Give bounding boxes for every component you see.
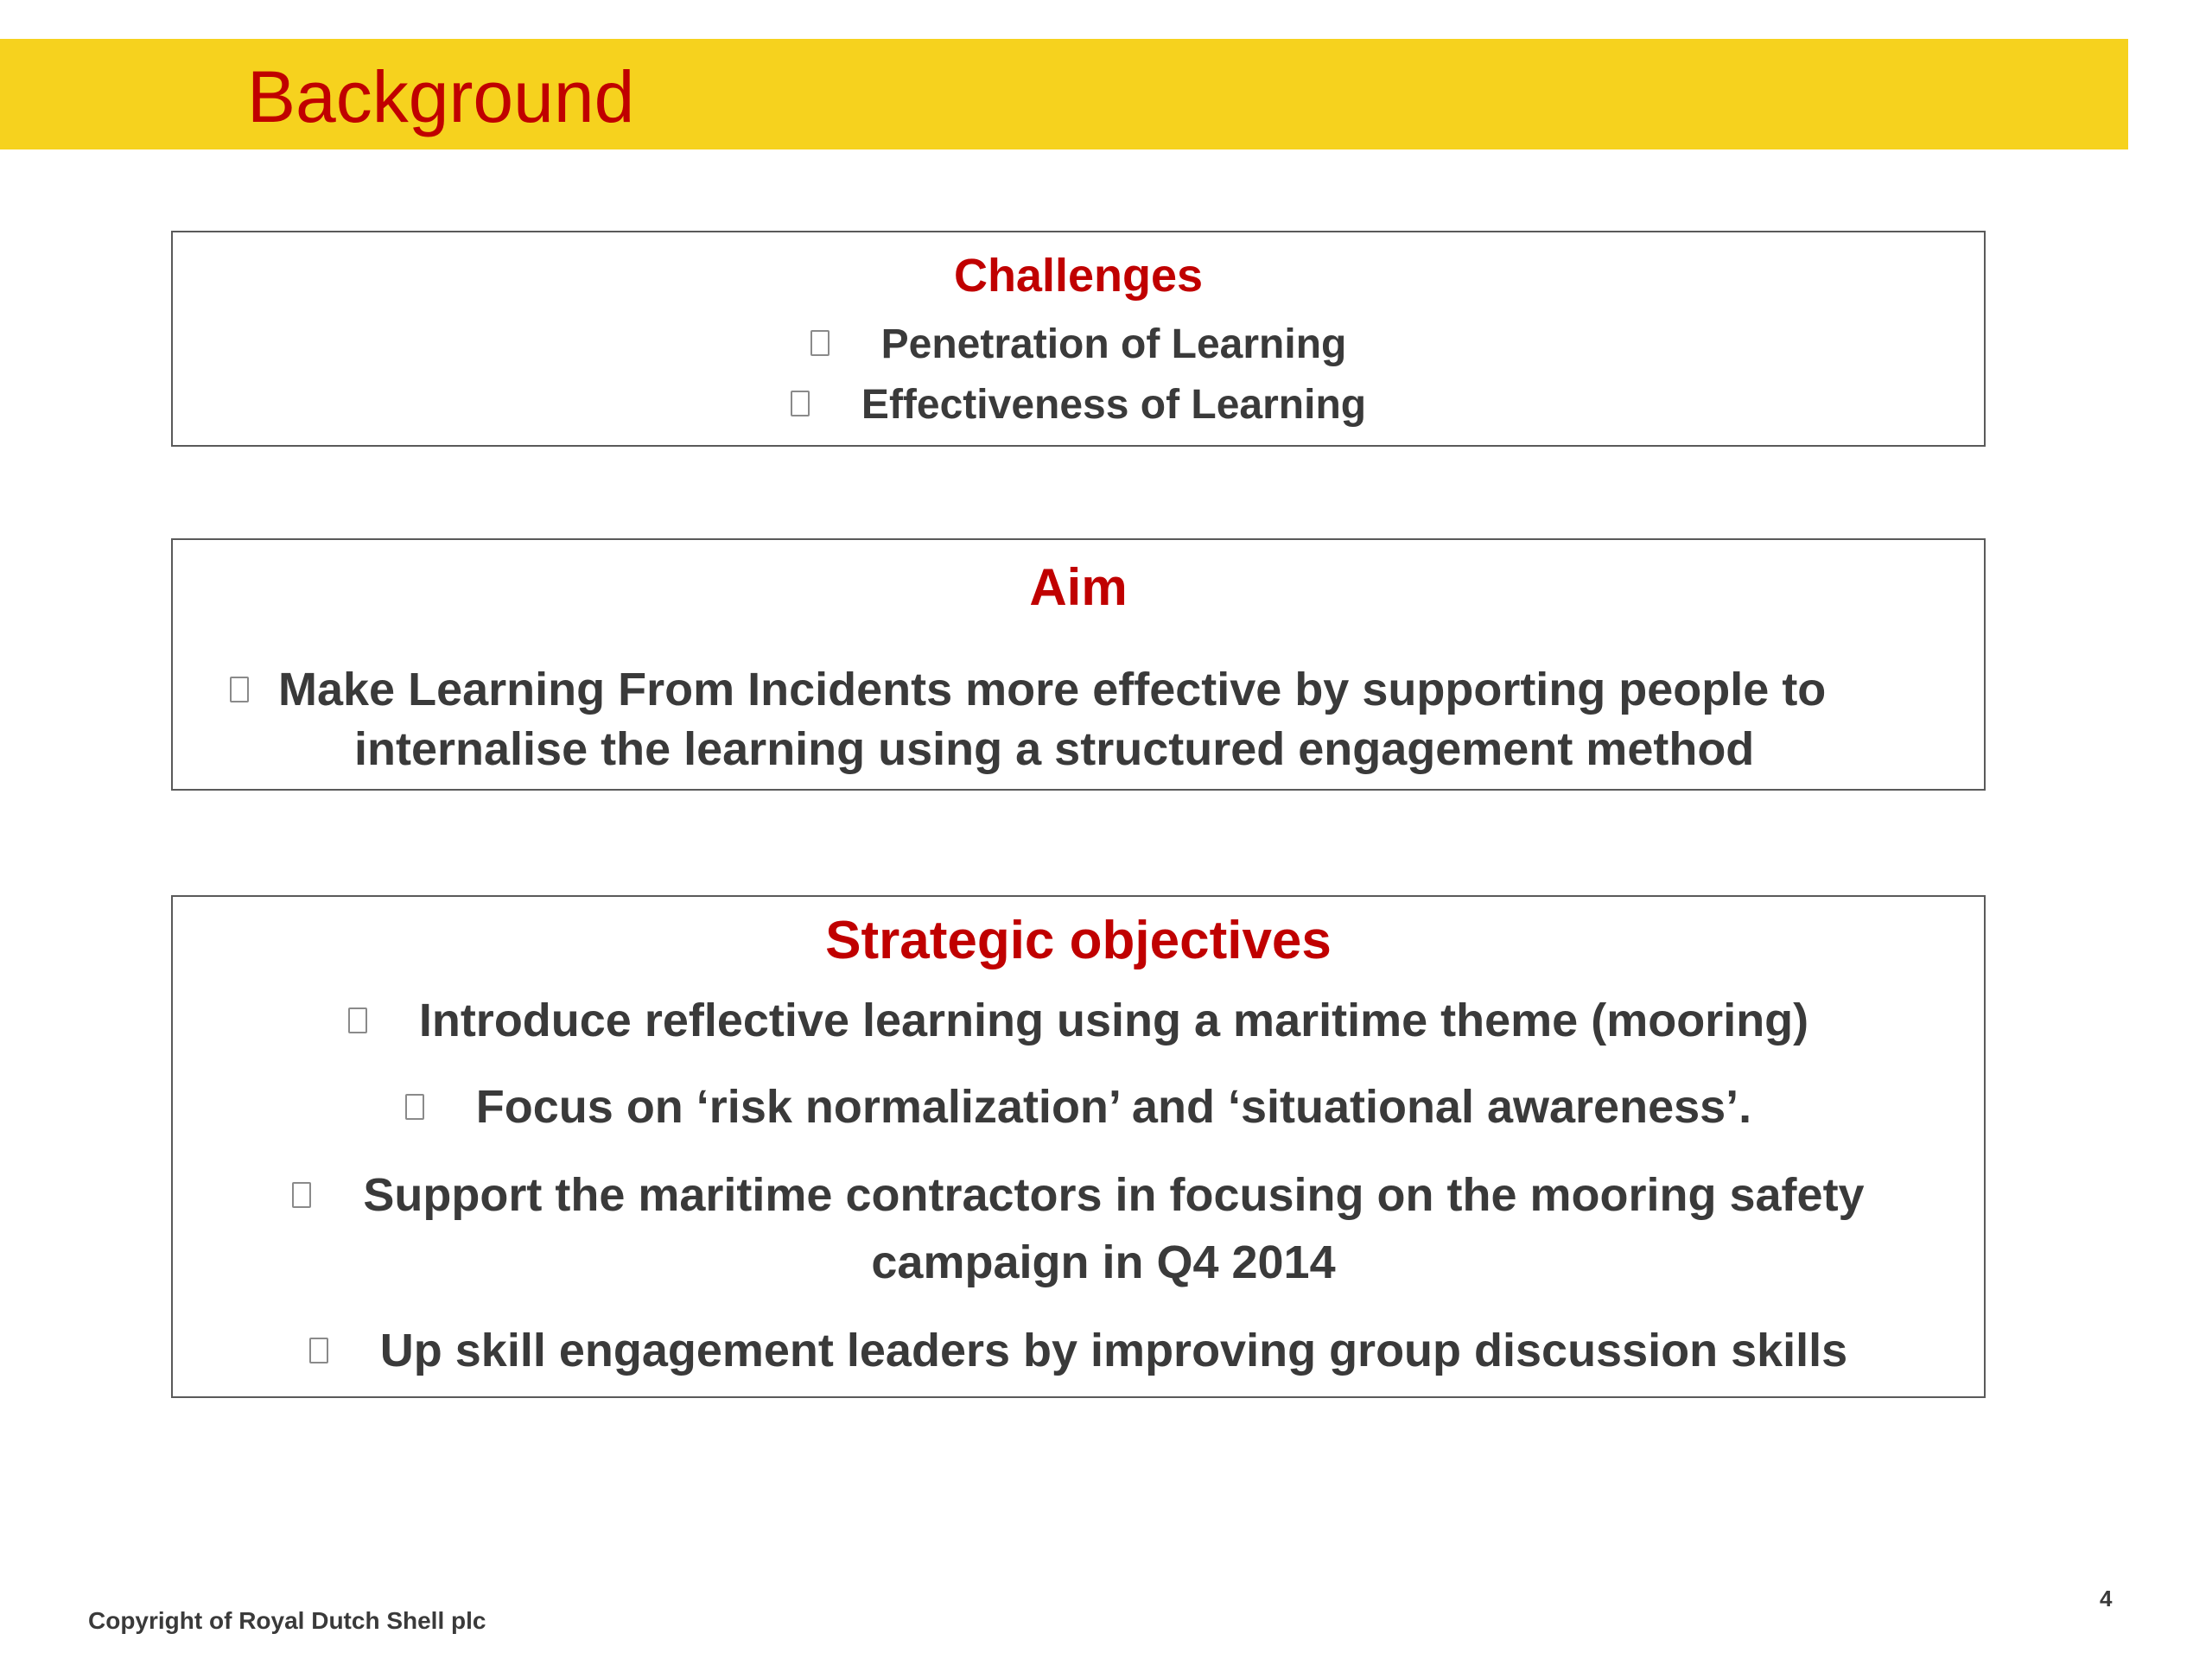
list-item [173,379,1984,431]
bullet-icon [791,391,810,416]
slide-title: Background [247,56,635,137]
bullet-icon [309,1338,328,1363]
bullet-icon [292,1182,311,1208]
aim-item [230,659,1826,720]
bullet-icon [348,1007,367,1033]
objective-item-text: Focus on ‘risk normalization’ and ‘situational awareness’. [475,1081,1752,1133]
bullet-icon [230,677,249,702]
aim-box [171,538,1986,791]
objective-item-text: Up skill engagement leaders by improving group discussion skills [379,1325,1848,1376]
aim-line-2: internalise the learning using a structured engagement method [354,723,1755,775]
aim-heading: Aim [1029,558,1128,616]
bullet-icon [810,330,830,356]
copyright-footer: Copyright of Royal Dutch Shell plc [88,1607,486,1634]
list-item [173,1077,1984,1137]
list-item [173,319,1984,371]
aim-line-1: Make Learning From Incidents more effective by supporting people to [278,664,1827,715]
objective-item-text: Introduce reflective learning using a maritime theme (mooring) [418,995,1809,1046]
list-item [173,990,1984,1051]
bullet-icon [405,1094,424,1120]
objective-item-text: Support the maritime contractors in focusing on the mooring safety [363,1169,1865,1221]
list-item [173,1165,1984,1225]
objective-item-continuation: campaign in Q4 2014 [871,1236,1336,1288]
page-number: 4 [2100,1586,2113,1611]
objectives-box [171,895,1986,1398]
challenges-box [171,231,1986,447]
challenge-item-text: Effectiveness of Learning [861,382,1367,428]
objectives-heading: Strategic objectives [825,911,1332,970]
challenge-item-text: Penetration of Learning [880,321,1347,367]
challenges-heading: Challenges [953,250,1204,302]
list-item [173,1320,1984,1381]
